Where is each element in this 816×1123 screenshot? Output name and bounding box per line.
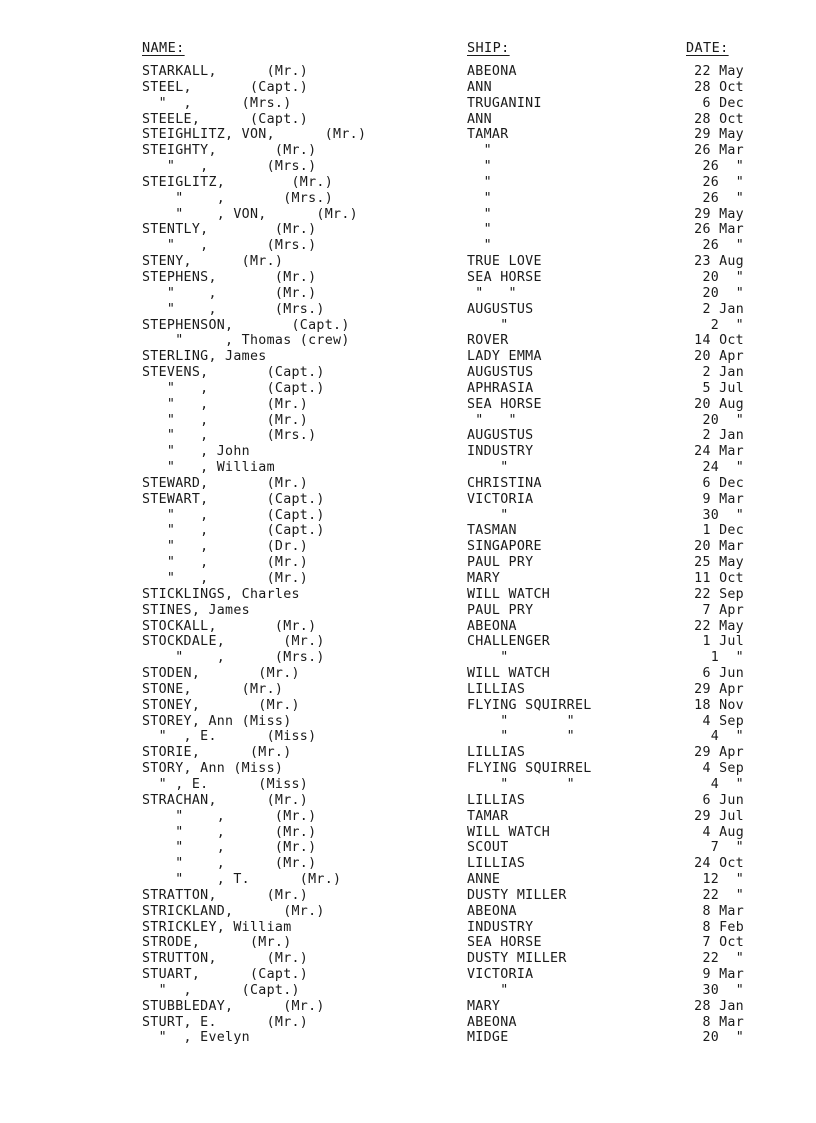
row-name: STOCKALL, (Mr.)	[142, 618, 317, 634]
list-row	[0, 1015, 816, 1031]
passenger-list	[0, 64, 816, 1046]
row-date: 30 "	[702, 982, 744, 998]
row-ship: "	[467, 650, 509, 666]
list-row	[0, 238, 816, 254]
row-date: 2 Jan	[702, 301, 744, 317]
row-date: 20 Mar	[694, 539, 744, 555]
list-row	[0, 904, 816, 920]
row-name: " , T. (Mr.)	[142, 872, 342, 888]
list-row	[0, 444, 816, 460]
list-row	[0, 413, 816, 429]
row-name: STRODE, (Mr.)	[142, 935, 292, 951]
row-name: " , (Mr.)	[142, 824, 317, 840]
row-name: STENY, (Mr.)	[142, 254, 284, 270]
row-date: 1 Jul	[702, 634, 744, 650]
row-date: 20 Aug	[694, 396, 744, 412]
row-ship: LADY EMMA	[467, 349, 542, 365]
list-row	[0, 698, 816, 714]
row-date: 26 "	[702, 159, 744, 175]
column-header-ship: SHIP:	[467, 40, 510, 56]
row-date: 25 May	[694, 555, 744, 571]
list-row	[0, 650, 816, 666]
row-ship: SEA HORSE	[467, 935, 542, 951]
row-name: STRUTTON, (Mr.)	[142, 951, 309, 967]
row-date: 22 "	[702, 951, 744, 967]
row-date: 20 "	[702, 412, 744, 428]
list-row	[0, 888, 816, 904]
row-date: 24 Oct	[694, 856, 744, 872]
row-ship: ABEONA	[467, 1014, 517, 1030]
row-date: 26 Mar	[694, 222, 744, 238]
row-ship: DUSTY MILLER	[467, 887, 567, 903]
list-row	[0, 523, 816, 539]
row-ship: INDUSTRY	[467, 444, 534, 460]
list-row	[0, 96, 816, 112]
row-ship: " "	[467, 776, 575, 792]
row-date: 26 "	[702, 190, 744, 206]
row-name: " , William	[142, 460, 275, 476]
list-row	[0, 397, 816, 413]
row-ship: FLYING SQUIRREL	[467, 697, 592, 713]
row-ship: "	[467, 190, 492, 206]
row-date: 8 Feb	[702, 919, 744, 935]
list-row	[0, 951, 816, 967]
row-date: 8 Mar	[702, 1014, 744, 1030]
list-row	[0, 872, 816, 888]
row-ship: MARY	[467, 571, 501, 586]
row-name: " , (Mr.)	[142, 571, 309, 586]
row-date: 6 Jun	[702, 666, 744, 682]
row-ship: "	[467, 982, 509, 998]
row-name: " , VON, (Mr.)	[142, 206, 358, 222]
row-ship: FLYING SQUIRREL	[467, 761, 592, 777]
list-row	[0, 761, 816, 777]
row-date: 1 "	[710, 650, 744, 666]
row-name: STRICKLAND, (Mr.)	[142, 903, 325, 919]
row-date: 4 Sep	[702, 761, 744, 777]
row-date: 2 Jan	[702, 365, 744, 381]
row-name: STEELE, (Capt.)	[142, 111, 309, 127]
row-ship: "	[467, 159, 492, 175]
row-date: 22 Sep	[694, 586, 744, 602]
row-date: 26 Mar	[694, 143, 744, 159]
row-ship: SCOUT	[467, 840, 509, 856]
row-name: STINES, James	[142, 602, 250, 618]
row-name: " , (Mrs.)	[142, 650, 325, 666]
row-name: STORIE, (Mr.)	[142, 745, 292, 761]
list-row	[0, 809, 816, 825]
row-ship: TRUE LOVE	[467, 254, 542, 270]
row-date: 4 "	[710, 776, 744, 792]
row-date: 29 May	[694, 127, 744, 143]
row-ship: CHALLENGER	[467, 634, 551, 650]
row-name: " , (Capt.)	[142, 380, 325, 396]
row-name: STEIGHTY, (Mr.)	[142, 143, 317, 159]
row-name: " , Thomas (crew)	[142, 333, 350, 349]
row-ship: WILL WATCH	[467, 666, 551, 682]
row-ship: ANN	[467, 111, 492, 127]
list-row	[0, 112, 816, 128]
list-row	[0, 856, 816, 872]
list-row	[0, 460, 816, 476]
row-ship: DUSTY MILLER	[467, 951, 567, 967]
list-row	[0, 555, 816, 571]
row-ship: WILL WATCH	[467, 824, 551, 840]
row-ship: VICTORIA	[467, 967, 534, 983]
row-ship: TAMAR	[467, 127, 509, 143]
row-name: " , (Mr.)	[142, 412, 309, 428]
row-ship: ABEONA	[467, 64, 517, 79]
row-date: 29 May	[694, 206, 744, 222]
list-row	[0, 270, 816, 286]
row-name: " , (Mr.)	[142, 808, 317, 824]
row-date: 29 Apr	[694, 745, 744, 761]
list-row	[0, 666, 816, 682]
list-row	[0, 539, 816, 555]
row-name: STUBBLEDAY, (Mr.)	[142, 998, 325, 1014]
row-date: 11 Oct	[694, 571, 744, 586]
row-date: 26 "	[702, 174, 744, 190]
row-date: 7 Apr	[702, 602, 744, 618]
row-ship: MARY	[467, 998, 501, 1014]
list-row	[0, 999, 816, 1015]
row-name: " , (Mr.)	[142, 840, 317, 856]
column-header-name: NAME:	[142, 40, 185, 56]
row-ship: INDUSTRY	[467, 919, 534, 935]
row-ship: APHRASIA	[467, 380, 534, 396]
row-date: 20 "	[702, 1030, 744, 1046]
column-header-date: DATE:	[686, 40, 729, 56]
row-name: " , (Mrs.)	[142, 238, 317, 254]
list-row	[0, 64, 816, 80]
list-row	[0, 745, 816, 761]
row-name: STEWART, (Capt.)	[142, 491, 325, 507]
row-ship: TAMAR	[467, 808, 509, 824]
row-date: 9 Mar	[702, 491, 744, 507]
row-name: STARKALL, (Mr.)	[142, 64, 309, 79]
row-ship: LILLIAS	[467, 792, 526, 808]
row-name: " , (Dr.)	[142, 539, 309, 555]
row-ship: WILL WATCH	[467, 586, 551, 602]
row-date: 18 Nov	[694, 697, 744, 713]
row-date: 4 "	[710, 729, 744, 745]
list-row	[0, 175, 816, 191]
list-row	[0, 191, 816, 207]
row-date: 23 Aug	[694, 254, 744, 270]
row-date: 28 Jan	[694, 998, 744, 1014]
row-name: STEPHENS, (Mr.)	[142, 269, 317, 285]
row-ship: "	[467, 460, 509, 476]
row-ship: ROVER	[467, 333, 509, 349]
row-name: STEPHENSON, (Capt.)	[142, 317, 350, 333]
list-row	[0, 619, 816, 635]
row-date: 8 Mar	[702, 903, 744, 919]
row-date: 26 "	[702, 238, 744, 254]
row-date: 29 Apr	[694, 681, 744, 697]
row-ship: AUGUSTUS	[467, 428, 534, 444]
row-name: " , (Mrs.)	[142, 428, 317, 444]
row-ship: TASMAN	[467, 523, 517, 539]
row-ship: VICTORIA	[467, 491, 534, 507]
list-row	[0, 222, 816, 238]
row-ship: ANN	[467, 79, 492, 95]
list-row	[0, 714, 816, 730]
row-name: " , E. (Miss)	[142, 729, 317, 745]
row-date: 7 "	[710, 840, 744, 856]
row-date: 30 "	[702, 507, 744, 523]
row-name: STURT, E. (Mr.)	[142, 1014, 309, 1030]
row-name: " , (Mrs.)	[142, 190, 334, 206]
row-name: STEWARD, (Mr.)	[142, 475, 309, 491]
row-ship: LILLIAS	[467, 745, 526, 761]
list-row	[0, 143, 816, 159]
row-ship: " "	[467, 729, 575, 745]
row-ship: PAUL PRY	[467, 555, 534, 571]
row-name: " , (Mr.)	[142, 396, 309, 412]
row-ship: LILLIAS	[467, 681, 526, 697]
list-row	[0, 967, 816, 983]
row-name: STEVENS, (Capt.)	[142, 365, 325, 381]
row-name: " , (Capt.)	[142, 523, 325, 539]
row-date: 12 "	[702, 872, 744, 888]
row-ship: SEA HORSE	[467, 269, 542, 285]
list-row	[0, 286, 816, 302]
row-ship: " "	[467, 713, 575, 729]
row-date: 22 "	[702, 887, 744, 903]
row-date: 20 Apr	[694, 349, 744, 365]
row-name: " , (Mrs.)	[142, 301, 325, 317]
list-row	[0, 920, 816, 936]
row-name: STODEN, (Mr.)	[142, 666, 300, 682]
row-name: STOCKDALE, (Mr.)	[142, 634, 325, 650]
row-name: " , John	[142, 444, 250, 460]
row-date: 6 Dec	[702, 475, 744, 491]
row-ship: PAUL PRY	[467, 602, 534, 618]
row-ship: TRUGANINI	[467, 95, 542, 111]
row-name: STEIGLITZ, (Mr.)	[142, 174, 334, 190]
row-ship: "	[467, 238, 492, 254]
row-name: STENTLY, (Mr.)	[142, 222, 317, 238]
list-row	[0, 587, 816, 603]
list-row	[0, 333, 816, 349]
list-row	[0, 571, 816, 587]
row-date: 9 Mar	[702, 967, 744, 983]
list-row	[0, 825, 816, 841]
row-ship: LILLIAS	[467, 856, 526, 872]
row-ship: "	[467, 507, 509, 523]
row-date: 2 Jan	[702, 428, 744, 444]
row-date: 2 "	[710, 317, 744, 333]
row-date: 4 Aug	[702, 824, 744, 840]
row-date: 1 Dec	[702, 523, 744, 539]
row-date: 22 May	[694, 618, 744, 634]
row-date: 29 Jul	[694, 808, 744, 824]
row-name: STRICKLEY, William	[142, 919, 292, 935]
row-ship: " "	[467, 412, 517, 428]
row-ship: " "	[467, 285, 517, 301]
row-date: 24 Mar	[694, 444, 744, 460]
row-ship: SEA HORSE	[467, 396, 542, 412]
list-row	[0, 729, 816, 745]
list-row	[0, 207, 816, 223]
row-ship: ABEONA	[467, 903, 517, 919]
row-ship: ABEONA	[467, 618, 517, 634]
row-name: " , Evelyn	[142, 1030, 250, 1046]
list-row	[0, 349, 816, 365]
list-row	[0, 159, 816, 175]
list-row	[0, 634, 816, 650]
row-name: STUART, (Capt.)	[142, 967, 309, 983]
row-name: " , E. (Miss)	[142, 776, 309, 792]
row-name: STRACHAN, (Mr.)	[142, 792, 309, 808]
list-row	[0, 1030, 816, 1046]
row-date: 4 Sep	[702, 713, 744, 729]
row-name: STRATTON, (Mr.)	[142, 887, 309, 903]
list-row	[0, 777, 816, 793]
row-ship: CHRISTINA	[467, 475, 542, 491]
row-date: 5 Jul	[702, 380, 744, 396]
row-name: STICKLINGS, Charles	[142, 586, 300, 602]
list-row	[0, 127, 816, 143]
row-ship: SINGAPORE	[467, 539, 542, 555]
list-row	[0, 492, 816, 508]
list-row	[0, 476, 816, 492]
row-name: STERLING, James	[142, 349, 267, 365]
row-date: 20 "	[702, 269, 744, 285]
row-name: STEEL, (Capt.)	[142, 79, 309, 95]
list-row	[0, 793, 816, 809]
row-date: 20 "	[702, 285, 744, 301]
row-date: 6 Jun	[702, 792, 744, 808]
row-date: 24 "	[702, 460, 744, 476]
row-name: " , (Mrs.)	[142, 159, 317, 175]
list-row	[0, 508, 816, 524]
list-row	[0, 254, 816, 270]
row-name: " , (Mr.)	[142, 285, 317, 301]
list-row	[0, 80, 816, 96]
row-name: STONE, (Mr.)	[142, 681, 284, 697]
row-ship: "	[467, 222, 492, 238]
row-ship: "	[467, 206, 492, 222]
row-date: 28 Oct	[694, 111, 744, 127]
row-name: STOREY, Ann (Miss)	[142, 713, 292, 729]
row-date: 14 Oct	[694, 333, 744, 349]
row-ship: ANNE	[467, 872, 501, 888]
row-name: " , (Capt.)	[142, 982, 300, 998]
list-row	[0, 302, 816, 318]
list-row	[0, 682, 816, 698]
row-name: " , (Capt.)	[142, 507, 325, 523]
row-name: " , (Mr.)	[142, 856, 317, 872]
list-row	[0, 840, 816, 856]
row-name: " , (Mrs.)	[142, 95, 292, 111]
row-name: STONEY, (Mr.)	[142, 697, 300, 713]
row-ship: AUGUSTUS	[467, 365, 534, 381]
row-ship: MIDGE	[467, 1030, 509, 1046]
row-date: 22 May	[694, 64, 744, 79]
row-name: STEIGHLITZ, VON, (Mr.)	[142, 127, 367, 143]
list-row	[0, 381, 816, 397]
list-row	[0, 603, 816, 619]
list-row	[0, 428, 816, 444]
list-row	[0, 365, 816, 381]
row-ship: "	[467, 317, 509, 333]
list-row	[0, 318, 816, 334]
row-ship: "	[467, 174, 492, 190]
row-date: 7 Oct	[702, 935, 744, 951]
row-date: 28 Oct	[694, 79, 744, 95]
row-name: STORY, Ann (Miss)	[142, 761, 284, 777]
row-date: 6 Dec	[702, 95, 744, 111]
row-ship: "	[467, 143, 492, 159]
list-row	[0, 935, 816, 951]
row-ship: AUGUSTUS	[467, 301, 534, 317]
list-row	[0, 983, 816, 999]
row-name: " , (Mr.)	[142, 555, 309, 571]
